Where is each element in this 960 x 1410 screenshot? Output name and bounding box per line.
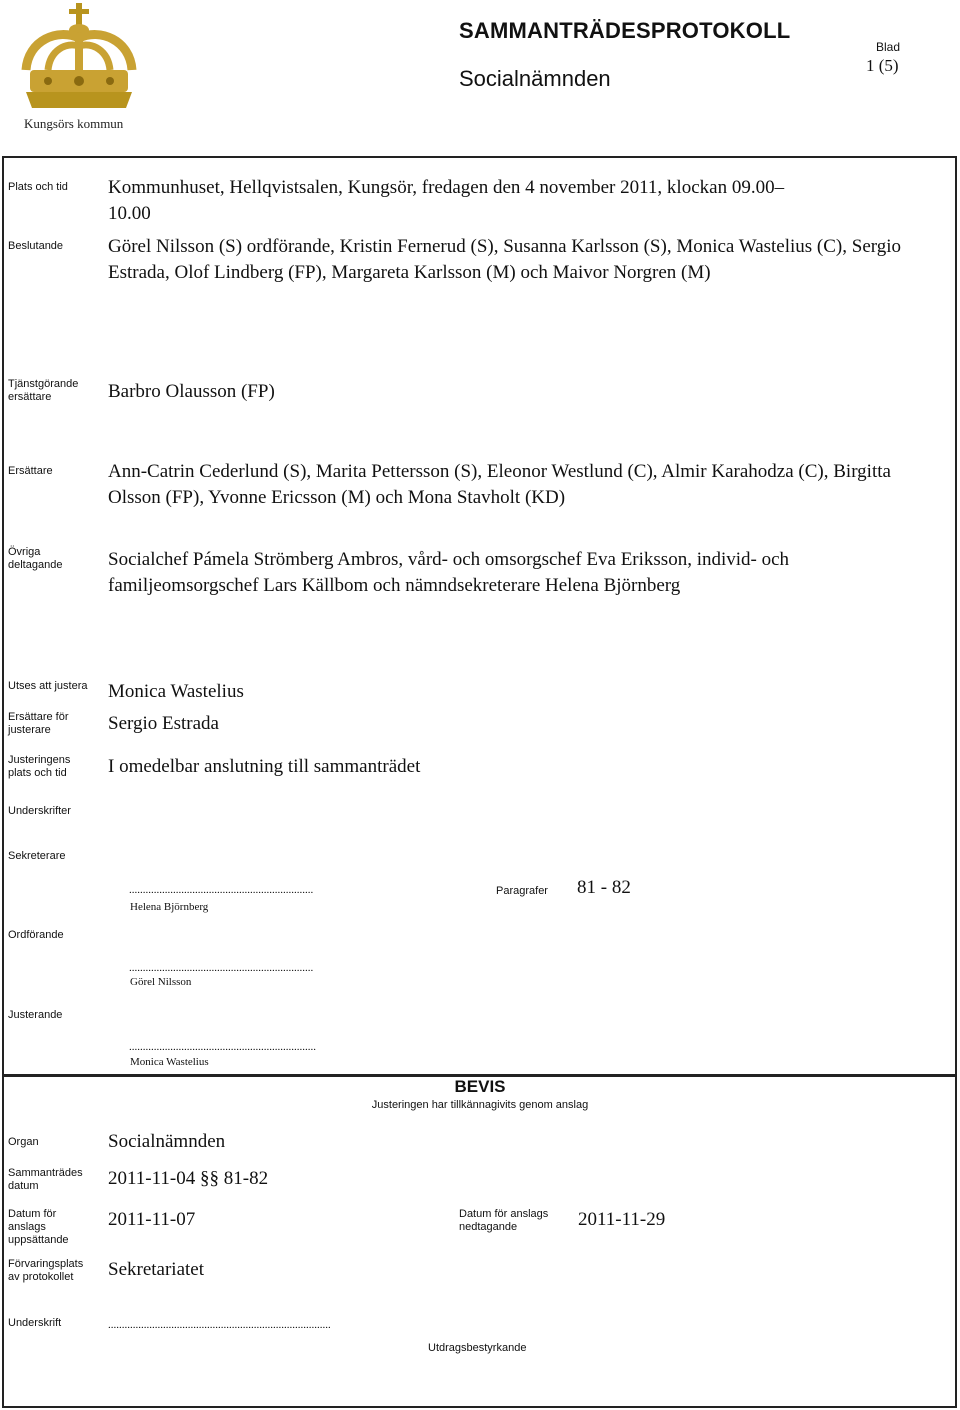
paragraphs-value: 81 - 82	[577, 877, 631, 898]
proof-subtitle: Justeringen har tillkännagivits genom anslag	[371, 1099, 589, 1111]
place-value: Kommunhuset, Hellqvistsalen, Kungsör, fredagen den 4 november 2011, klockan 09.00– 10.00	[108, 177, 785, 224]
meeting-date-value: 2011-11-04 §§ 81-82	[108, 1168, 269, 1189]
acting-substitutes-value: Barbro Olausson (FP)	[108, 381, 275, 402]
secretary-signature-line: ...................................................................	[129, 884, 314, 896]
adjuster-value: Monica Wastelius	[108, 681, 244, 702]
deciders-value: Görel Nilsson (S) ordförande, Kristin Fernerud (S), Susanna Karlsson (S), Monica Wastelius (C), Sergio Estrada, Olof Lindberg (FP), Margareta Karlsson (M) och Maivor Norgren (M)	[108, 236, 902, 283]
posted-date-value: 2011-11-07	[108, 1209, 196, 1230]
adjust-place-label: Justeringens plats och tid	[8, 754, 71, 779]
organ-label: Organ	[8, 1136, 39, 1148]
page-number: 1 (5)	[866, 56, 899, 75]
substitutes-value: Ann-Catrin Cederlund (S), Marita Pettersson (S), Eleonor Westlund (C), Almir Karahodza (C), Birgitta Olsson (FP), Yvonne Ericsson (M) och Mona Stavholt (KD)	[108, 461, 891, 508]
signature-caption: Utdragsbestyrkande	[428, 1342, 527, 1354]
organ-heading: Socialnämnden	[459, 66, 611, 91]
protocol-frame	[2, 156, 957, 1076]
signatures-label: Underskrifter	[8, 805, 71, 817]
page-label: Blad	[876, 40, 901, 54]
place-label: Plats och tid	[8, 181, 68, 193]
meeting-date-label: Sammanträdes datum	[8, 1167, 83, 1192]
secretary-name: Helena Björnberg	[130, 901, 209, 913]
crown-icon	[18, 0, 140, 118]
adjuster-label: Utses att justera	[8, 680, 88, 692]
proof-title: BEVIS	[454, 1077, 506, 1096]
deciders-label: Beslutande	[8, 240, 64, 252]
chair-name: Görel Nilsson	[130, 976, 192, 988]
adjusting-signature-line: ....................................................................	[129, 1041, 316, 1053]
posted-date-label: Datum för anslags uppsättande	[8, 1208, 69, 1246]
adjusting-name: Monica Wastelius	[130, 1056, 209, 1068]
substitutes-label: Ersättare	[8, 465, 53, 477]
municipality-logo	[18, 0, 140, 135]
secretary-label: Sekreterare	[8, 850, 66, 862]
substitute-adjuster-label: Ersättare för justerare	[8, 711, 69, 736]
removed-date-value: 2011-11-29	[578, 1209, 666, 1230]
chair-label: Ordförande	[8, 929, 64, 941]
adjusting-label: Justerande	[8, 1009, 63, 1021]
logo-wordmark: Kungsörs kommun	[24, 116, 124, 131]
other-participants-value: Socialchef Pámela Strömberg Ambros, vård- och omsorgschef Eva Eriksson, individ- och familjeomsorgschef Lars Källbom och nämndsekreterare Helena Björnberg	[108, 549, 790, 596]
paragraphs-label: Paragrafer	[496, 885, 548, 897]
substitute-adjuster-value: Sergio Estrada	[108, 713, 219, 734]
storage-value: Sekretariatet	[108, 1259, 205, 1280]
adjust-place-value: I omedelbar anslutning till sammanträdet	[108, 756, 421, 777]
removed-date-label: Datum för anslags nedtagande	[459, 1208, 549, 1233]
organ-value: Socialnämnden	[108, 1131, 226, 1152]
document-title: SAMMANTRÄDESPROTOKOLL	[459, 18, 791, 43]
acting-substitutes-label: Tjänstgörande ersättare	[8, 378, 79, 403]
other-participants-label: Övriga deltagande	[8, 546, 63, 571]
signature-line: .................................................................................	[108, 1319, 331, 1331]
proof-frame	[2, 1075, 957, 1408]
chair-signature-line: ...................................................................	[129, 962, 314, 974]
signature-label: Underskrift	[8, 1317, 62, 1329]
storage-label: Förvaringsplats av protokollet	[8, 1258, 84, 1283]
